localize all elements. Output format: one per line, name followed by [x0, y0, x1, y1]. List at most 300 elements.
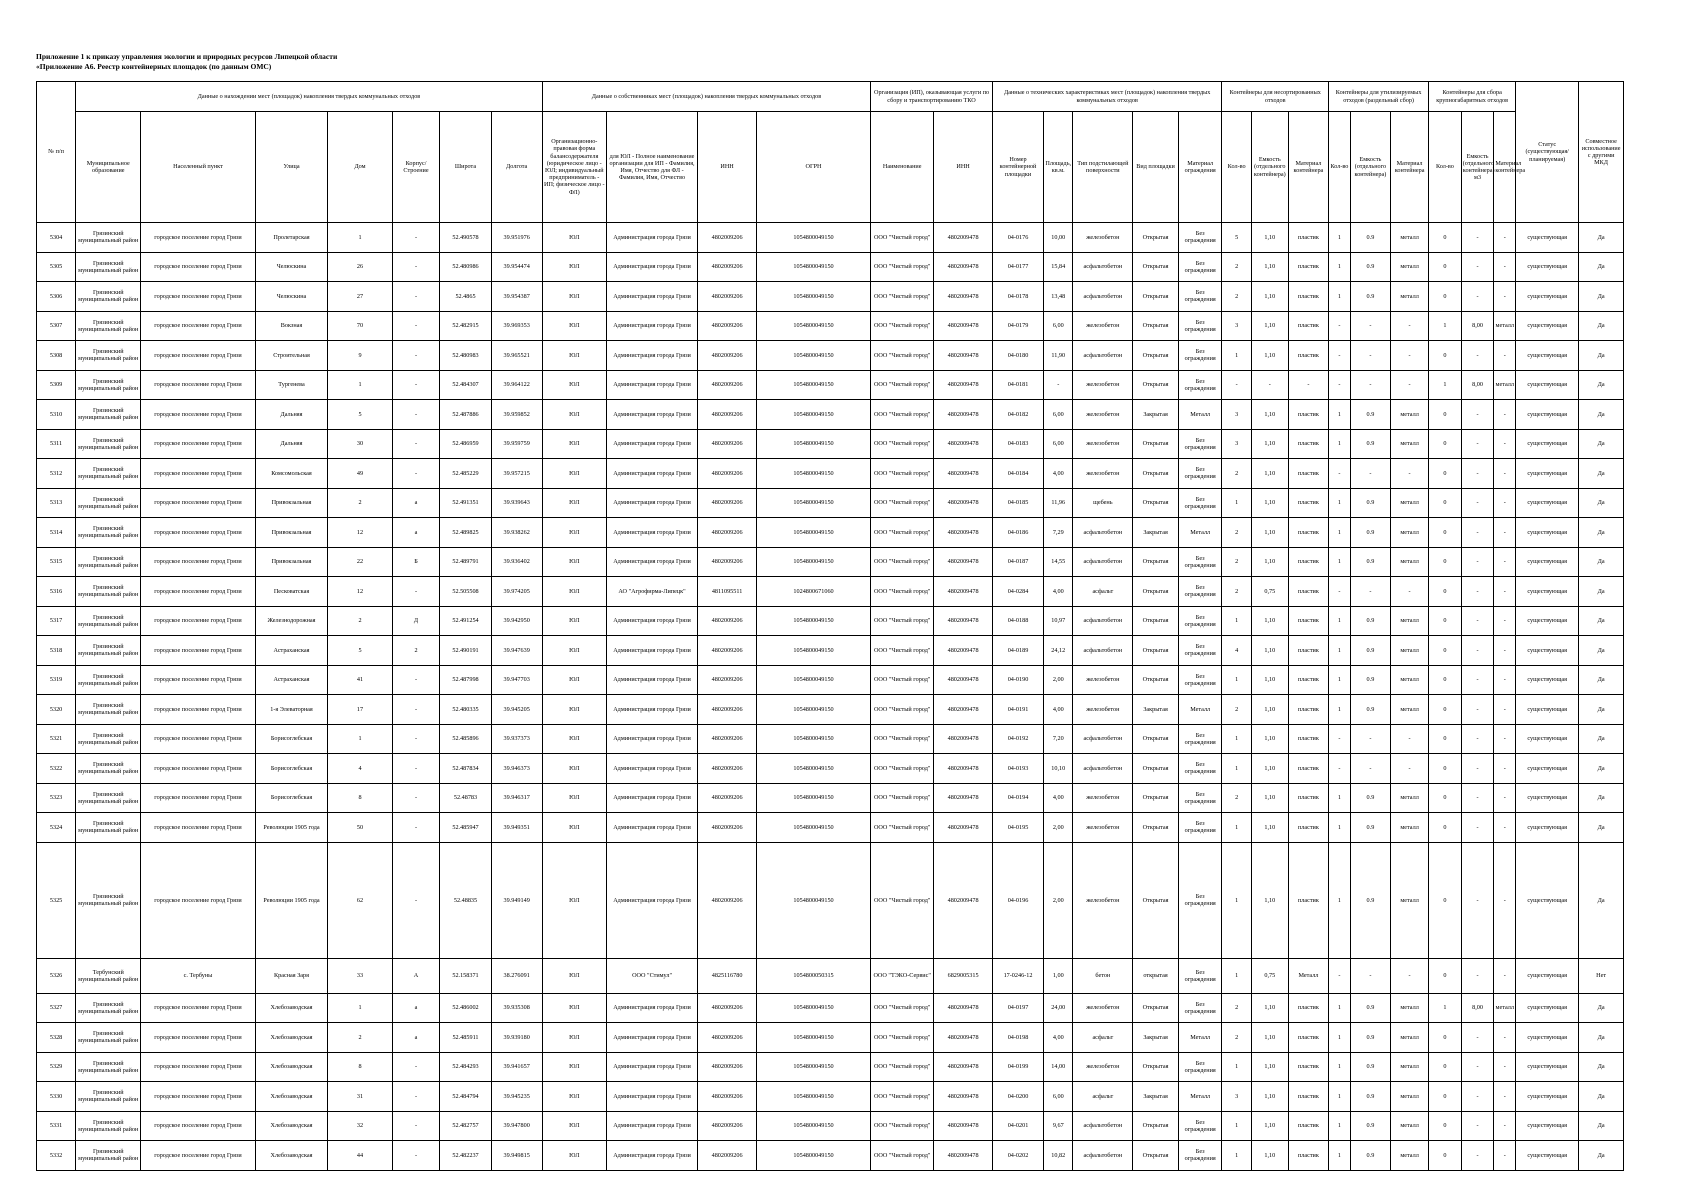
cell-bulky-volume: 8,00	[1461, 370, 1494, 400]
cell-surface: железобетон	[1073, 370, 1133, 400]
cell-settlement: городское поселение город Грязи	[141, 1082, 255, 1112]
cell-status: существующая	[1516, 488, 1579, 518]
cell-owner-ogrn: 1054800049150	[756, 252, 870, 282]
cell-latitude: 52.491351	[440, 488, 491, 518]
cell-legal-form: ЮЛ	[542, 1082, 606, 1112]
cell-owner-inn: 4825116780	[698, 958, 757, 993]
cell-fence: Без ограждения	[1178, 252, 1222, 282]
cell-status: существующая	[1516, 1082, 1579, 1112]
cell-house: 5	[328, 636, 392, 666]
cell-mixed-count: 3	[1222, 429, 1251, 459]
cell-municipality: Грязинский муниципальный район	[76, 1023, 141, 1053]
cell-latitude: 52.480986	[440, 252, 491, 282]
cell-surface: асфальт	[1073, 1023, 1133, 1053]
cell-area: 4,00	[1044, 1023, 1073, 1053]
cell-shared-use: Да	[1579, 636, 1624, 666]
cell-legal-form: ЮЛ	[542, 577, 606, 607]
cell-bulky-count: 0	[1429, 282, 1462, 312]
cell-municipality: Грязинский муниципальный район	[76, 695, 141, 725]
cell-owner-inn: 4802009206	[698, 842, 757, 958]
cell-longitude: 39.946317	[491, 783, 542, 813]
col-status: Статус (существующая/планируемая)	[1516, 82, 1579, 223]
cell-shared-use: Да	[1579, 429, 1624, 459]
cell-site-type: Открытая	[1133, 341, 1179, 371]
cell-bulky-volume: -	[1461, 1111, 1494, 1141]
table-row	[37, 1141, 1624, 1171]
cell-bulky-volume: -	[1461, 429, 1494, 459]
cell-owner-name: Администрация города Грязи	[606, 1023, 697, 1053]
cell-separate-count: 1	[1329, 282, 1351, 312]
cell-settlement: городское поселение город Грязи	[141, 1111, 255, 1141]
cell-owner-name: Администрация города Грязи	[606, 1111, 697, 1141]
cell-legal-form: ЮЛ	[542, 223, 606, 253]
cell-site-type: Открытая	[1133, 813, 1179, 843]
cell-site-number: 04-0187	[992, 547, 1043, 577]
cell-area: 24,00	[1044, 993, 1073, 1023]
cell-settlement: городское поселение город Грязи	[141, 547, 255, 577]
cell-owner-name: Администрация города Грязи	[606, 488, 697, 518]
cell-site-number: 04-0193	[992, 754, 1043, 784]
cell-street: Привокзальная	[255, 518, 328, 548]
cell-area: 14,00	[1044, 1052, 1073, 1082]
table-row	[37, 282, 1624, 312]
cell-fence: Без ограждения	[1178, 577, 1222, 607]
cell-number: 5304	[37, 223, 76, 253]
cell-owner-ogrn: 1054800049150	[756, 695, 870, 725]
cell-bulky-volume: -	[1461, 606, 1494, 636]
cell-house: 1	[328, 370, 392, 400]
col-collector-inn: ИНН	[934, 112, 993, 223]
col-latitude: Широта	[440, 112, 491, 223]
cell-fence: Без ограждения	[1178, 311, 1222, 341]
cell-owner-inn: 4802009206	[698, 311, 757, 341]
cell-house: 1	[328, 724, 392, 754]
cell-longitude: 39.959852	[491, 400, 542, 430]
cell-owner-inn: 4802009206	[698, 754, 757, 784]
col-area: Площадь, кв.м.	[1044, 112, 1073, 223]
cell-street: Хлебозаводская	[255, 1111, 328, 1141]
cell-street: Дальняя	[255, 400, 328, 430]
cell-number: 5305	[37, 252, 76, 282]
cell-site-number: 04-0179	[992, 311, 1043, 341]
cell-site-type: Открытая	[1133, 1052, 1179, 1082]
cell-bulky-material: -	[1494, 1052, 1516, 1082]
cell-fence: Металл	[1178, 1082, 1222, 1112]
cell-street: Астраханская	[255, 665, 328, 695]
cell-street: Челюскина	[255, 282, 328, 312]
cell-latitude: 52.484794	[440, 1082, 491, 1112]
cell-fence: Без ограждения	[1178, 606, 1222, 636]
cell-mixed-material: пластик	[1288, 695, 1328, 725]
cell-bulky-count: 0	[1429, 1111, 1462, 1141]
cell-separate-material: металл	[1391, 842, 1429, 958]
cell-number: 5318	[37, 636, 76, 666]
cell-mixed-count: 3	[1222, 311, 1251, 341]
cell-mixed-material: пластик	[1288, 459, 1328, 489]
cell-bulky-material: -	[1494, 813, 1516, 843]
cell-status: существующая	[1516, 429, 1579, 459]
cell-bulky-count: 0	[1429, 429, 1462, 459]
cell-bulky-count: 0	[1429, 1082, 1462, 1112]
cell-owner-ogrn: 1054800049150	[756, 1082, 870, 1112]
cell-fence: Без ограждения	[1178, 429, 1222, 459]
cell-area: 10,97	[1044, 606, 1073, 636]
cell-longitude: 39.946373	[491, 754, 542, 784]
cell-legal-form: ЮЛ	[542, 282, 606, 312]
cell-municipality: Грязинский муниципальный район	[76, 1082, 141, 1112]
cell-collector-name: ООО "Чистый город"	[871, 518, 934, 548]
cell-status: существующая	[1516, 993, 1579, 1023]
cell-surface: железобетон	[1073, 223, 1133, 253]
cell-municipality: Грязинский муниципальный район	[76, 724, 141, 754]
cell-status: существующая	[1516, 958, 1579, 993]
cell-settlement: городское поселение город Грязи	[141, 429, 255, 459]
cell-fence: Без ограждения	[1178, 341, 1222, 371]
cell-owner-name: Администрация города Грязи	[606, 223, 697, 253]
cell-shared-use: Нет	[1579, 958, 1624, 993]
cell-latitude: 52.48783	[440, 783, 491, 813]
cell-separate-volume: 0.9	[1350, 1052, 1390, 1082]
cell-longitude: 38.276091	[491, 958, 542, 993]
cell-shared-use: Да	[1579, 665, 1624, 695]
cell-number: 5323	[37, 783, 76, 813]
cell-separate-volume: 0.9	[1350, 400, 1390, 430]
cell-legal-form: ЮЛ	[542, 370, 606, 400]
cell-longitude: 39.954387	[491, 282, 542, 312]
cell-bulky-material: -	[1494, 1111, 1516, 1141]
cell-latitude: 52.484307	[440, 370, 491, 400]
cell-latitude: 52.480983	[440, 341, 491, 371]
cell-bulky-material: -	[1494, 518, 1516, 548]
cell-separate-material: металл	[1391, 665, 1429, 695]
cell-site-type: Открытая	[1133, 252, 1179, 282]
cell-street: Дальняя	[255, 429, 328, 459]
cell-settlement: городское поселение город Грязи	[141, 813, 255, 843]
cell-house: 17	[328, 695, 392, 725]
cell-shared-use: Да	[1579, 813, 1624, 843]
cell-mixed-material: пластик	[1288, 518, 1328, 548]
cell-settlement: с. Тербуны	[141, 958, 255, 993]
cell-mixed-material: пластик	[1288, 842, 1328, 958]
cell-mixed-material: Металл	[1288, 958, 1328, 993]
cell-separate-volume: -	[1350, 958, 1390, 993]
cell-site-type: Открытая	[1133, 754, 1179, 784]
cell-building: -	[392, 577, 440, 607]
cell-area: 4,00	[1044, 577, 1073, 607]
table-row	[37, 813, 1624, 843]
cell-mixed-count: 2	[1222, 1023, 1251, 1053]
cell-shared-use: Да	[1579, 1052, 1624, 1082]
cell-legal-form: ЮЛ	[542, 547, 606, 577]
cell-owner-name: Администрация города Грязи	[606, 754, 697, 784]
cell-separate-volume: 0.9	[1350, 1082, 1390, 1112]
table-row	[37, 724, 1624, 754]
cell-site-type: Открытая	[1133, 606, 1179, 636]
cell-area: 11,90	[1044, 341, 1073, 371]
cell-owner-name: Администрация города Грязи	[606, 370, 697, 400]
cell-mixed-volume: 1,10	[1251, 1052, 1288, 1082]
col-separate-volume: Емкость (отдельного контейнера)	[1350, 112, 1390, 223]
group-mixed-containers: Контейнеры для несортированных отходов	[1222, 82, 1329, 112]
table-row	[37, 223, 1624, 253]
cell-street: Привокзальная	[255, 547, 328, 577]
cell-legal-form: ЮЛ	[542, 518, 606, 548]
cell-site-number: 04-0188	[992, 606, 1043, 636]
cell-separate-count: 1	[1329, 813, 1351, 843]
cell-status: существующая	[1516, 783, 1579, 813]
cell-surface: железобетон	[1073, 783, 1133, 813]
cell-site-number: 04-0198	[992, 1023, 1043, 1053]
cell-bulky-volume: -	[1461, 1141, 1494, 1171]
cell-municipality: Грязинский муниципальный район	[76, 1111, 141, 1141]
cell-bulky-material: -	[1494, 606, 1516, 636]
cell-status: существующая	[1516, 341, 1579, 371]
cell-bulky-volume: -	[1461, 518, 1494, 548]
cell-bulky-volume: -	[1461, 488, 1494, 518]
cell-fence: Без ограждения	[1178, 459, 1222, 489]
cell-building: -	[392, 459, 440, 489]
cell-separate-volume: 0.9	[1350, 665, 1390, 695]
cell-building: а	[392, 488, 440, 518]
cell-house: 1	[328, 993, 392, 1023]
cell-collector-name: ООО "Чистый город"	[871, 1052, 934, 1082]
cell-status: существующая	[1516, 518, 1579, 548]
cell-separate-count: -	[1329, 754, 1351, 784]
table-row	[37, 370, 1624, 400]
cell-mixed-count: 1	[1222, 665, 1251, 695]
cell-longitude: 39.954474	[491, 252, 542, 282]
cell-status: существующая	[1516, 282, 1579, 312]
cell-mixed-volume: 1,10	[1251, 993, 1288, 1023]
cell-area: 4,00	[1044, 783, 1073, 813]
cell-number: 5313	[37, 488, 76, 518]
cell-settlement: городское поселение город Грязи	[141, 370, 255, 400]
cell-owner-inn: 4802009206	[698, 518, 757, 548]
cell-mixed-volume: 1,10	[1251, 1111, 1288, 1141]
cell-street: Хлебозаводская	[255, 1052, 328, 1082]
cell-separate-volume: 0.9	[1350, 1023, 1390, 1053]
cell-owner-inn: 4802009206	[698, 341, 757, 371]
col-separate-count: Кол-во	[1329, 112, 1351, 223]
cell-number: 5307	[37, 311, 76, 341]
cell-collector-inn: 4802009478	[934, 459, 993, 489]
cell-street: Борисоглебская	[255, 754, 328, 784]
cell-number: 5332	[37, 1141, 76, 1171]
cell-latitude: 52.487834	[440, 754, 491, 784]
cell-mixed-material: пластик	[1288, 252, 1328, 282]
cell-longitude: 39.951976	[491, 223, 542, 253]
cell-surface: асфальтобетон	[1073, 518, 1133, 548]
cell-separate-material: металл	[1391, 695, 1429, 725]
cell-building: -	[392, 1082, 440, 1112]
cell-separate-count: 1	[1329, 1023, 1351, 1053]
cell-legal-form: ЮЛ	[542, 400, 606, 430]
cell-surface: асфальтобетон	[1073, 1141, 1133, 1171]
cell-owner-inn: 4802009206	[698, 370, 757, 400]
cell-municipality: Грязинский муниципальный район	[76, 606, 141, 636]
cell-fence: Без ограждения	[1178, 1111, 1222, 1141]
cell-legal-form: ЮЛ	[542, 842, 606, 958]
cell-separate-count: 1	[1329, 488, 1351, 518]
cell-bulky-count: 0	[1429, 223, 1462, 253]
cell-latitude: 52.158371	[440, 958, 491, 993]
cell-surface: асфальтобетон	[1073, 636, 1133, 666]
cell-collector-name: ООО "ТЭКО-Сервис"	[871, 958, 934, 993]
cell-separate-count: -	[1329, 370, 1351, 400]
cell-separate-material: металл	[1391, 547, 1429, 577]
col-bulky-material: Материал контейнера	[1494, 112, 1516, 223]
col-municipality: Муниципальное образование	[76, 112, 141, 223]
table-row	[37, 783, 1624, 813]
cell-surface: железобетон	[1073, 1052, 1133, 1082]
cell-site-number: 04-0183	[992, 429, 1043, 459]
cell-status: существующая	[1516, 1023, 1579, 1053]
cell-area: 13,48	[1044, 282, 1073, 312]
cell-collector-inn: 4802009478	[934, 636, 993, 666]
cell-shared-use: Да	[1579, 518, 1624, 548]
col-site-type: Вид площадки	[1133, 112, 1179, 223]
cell-site-type: Закрытая	[1133, 695, 1179, 725]
cell-number: 5329	[37, 1052, 76, 1082]
cell-longitude: 39.949149	[491, 842, 542, 958]
cell-collector-name: ООО "Чистый город"	[871, 993, 934, 1023]
cell-owner-inn: 4802009206	[698, 488, 757, 518]
cell-bulky-count: 0	[1429, 1052, 1462, 1082]
cell-mixed-material: пластик	[1288, 223, 1328, 253]
cell-longitude: 39.947800	[491, 1111, 542, 1141]
cell-building: -	[392, 754, 440, 784]
cell-fence: Без ограждения	[1178, 1052, 1222, 1082]
cell-bulky-material: -	[1494, 459, 1516, 489]
cell-mixed-volume: 1,10	[1251, 842, 1288, 958]
cell-fence: Без ограждения	[1178, 724, 1222, 754]
cell-status: существующая	[1516, 547, 1579, 577]
cell-separate-count: 1	[1329, 665, 1351, 695]
cell-collector-name: ООО "Чистый город"	[871, 636, 934, 666]
cell-surface: асфальт	[1073, 577, 1133, 607]
cell-mixed-material: пластик	[1288, 813, 1328, 843]
cell-surface: бетон	[1073, 958, 1133, 993]
cell-owner-inn: 4802009206	[698, 459, 757, 489]
cell-separate-count: 1	[1329, 429, 1351, 459]
cell-longitude: 39.945235	[491, 1082, 542, 1112]
cell-owner-inn: 4802009206	[698, 429, 757, 459]
cell-surface: асфальтобетон	[1073, 754, 1133, 784]
cell-bulky-count: 0	[1429, 1023, 1462, 1053]
cell-surface: железобетон	[1073, 429, 1133, 459]
cell-building: -	[392, 1052, 440, 1082]
cell-bulky-volume: -	[1461, 724, 1494, 754]
cell-owner-ogrn: 1054800049150	[756, 813, 870, 843]
table-row	[37, 993, 1624, 1023]
cell-separate-volume: 0.9	[1350, 993, 1390, 1023]
cell-settlement: городское поселение город Грязи	[141, 724, 255, 754]
cell-fence: Без ограждения	[1178, 842, 1222, 958]
table-body	[37, 223, 1624, 1171]
cell-owner-inn: 4802009206	[698, 724, 757, 754]
cell-fence: Без ограждения	[1178, 282, 1222, 312]
cell-street: Хлебозаводская	[255, 1023, 328, 1053]
cell-separate-count: 1	[1329, 547, 1351, 577]
cell-mixed-material: пластик	[1288, 754, 1328, 784]
cell-separate-count: -	[1329, 577, 1351, 607]
cell-site-type: Открытая	[1133, 488, 1179, 518]
cell-legal-form: ЮЛ	[542, 1023, 606, 1053]
cell-site-type: Открытая	[1133, 577, 1179, 607]
cell-area: 6,00	[1044, 429, 1073, 459]
cell-site-type: Открытая	[1133, 370, 1179, 400]
cell-site-type: Открытая	[1133, 311, 1179, 341]
cell-bulky-count: 0	[1429, 1141, 1462, 1171]
cell-settlement: городское поселение город Грязи	[141, 488, 255, 518]
cell-house: 33	[328, 958, 392, 993]
cell-collector-inn: 4802009478	[934, 488, 993, 518]
cell-owner-name: Администрация города Грязи	[606, 341, 697, 371]
cell-owner-ogrn: 1054800049150	[756, 311, 870, 341]
cell-site-type: Открытая	[1133, 993, 1179, 1023]
cell-bulky-material: -	[1494, 842, 1516, 958]
cell-surface: асфальтобетон	[1073, 1111, 1133, 1141]
cell-site-type: Открытая	[1133, 547, 1179, 577]
cell-building: -	[392, 813, 440, 843]
cell-separate-volume: 0.9	[1350, 842, 1390, 958]
cell-number: 5316	[37, 577, 76, 607]
cell-mixed-volume: 1,10	[1251, 665, 1288, 695]
cell-status: существующая	[1516, 636, 1579, 666]
col-fence: Материал ограждения	[1178, 112, 1222, 223]
cell-building: -	[392, 282, 440, 312]
cell-collector-name: ООО "Чистый город"	[871, 400, 934, 430]
cell-owner-inn: 4802009206	[698, 783, 757, 813]
cell-mixed-volume: 0,75	[1251, 577, 1288, 607]
cell-site-number: 04-0197	[992, 993, 1043, 1023]
cell-bulky-volume: -	[1461, 783, 1494, 813]
col-site-number: Номер контейнерной площадки	[992, 112, 1043, 223]
col-house: Дом	[328, 112, 392, 223]
cell-settlement: городское поселение город Грязи	[141, 341, 255, 371]
cell-street: Строительная	[255, 341, 328, 371]
cell-house: 70	[328, 311, 392, 341]
cell-settlement: городское поселение город Грязи	[141, 783, 255, 813]
cell-area: 1,00	[1044, 958, 1073, 993]
cell-longitude: 39.949351	[491, 813, 542, 843]
cell-mixed-count: 2	[1222, 518, 1251, 548]
cell-status: существующая	[1516, 370, 1579, 400]
cell-legal-form: ЮЛ	[542, 636, 606, 666]
cell-site-number: 04-0182	[992, 400, 1043, 430]
cell-house: 49	[328, 459, 392, 489]
cell-legal-form: ЮЛ	[542, 606, 606, 636]
cell-number: 5322	[37, 754, 76, 784]
table-row	[37, 577, 1624, 607]
cell-mixed-count: 2	[1222, 695, 1251, 725]
cell-owner-name: Администрация города Грязи	[606, 636, 697, 666]
cell-building: -	[392, 341, 440, 371]
cell-area: 11,96	[1044, 488, 1073, 518]
cell-fence: Без ограждения	[1178, 223, 1222, 253]
cell-collector-inn: 4802009478	[934, 1111, 993, 1141]
cell-owner-inn: 4802009206	[698, 993, 757, 1023]
cell-mixed-material: пластик	[1288, 311, 1328, 341]
cell-latitude: 52.48835	[440, 842, 491, 958]
cell-latitude: 52.484293	[440, 1052, 491, 1082]
cell-collector-name: ООО "Чистый город"	[871, 429, 934, 459]
cell-area: 9,67	[1044, 1111, 1073, 1141]
cell-number: 5327	[37, 993, 76, 1023]
cell-longitude: 39.959759	[491, 429, 542, 459]
cell-bulky-volume: -	[1461, 252, 1494, 282]
cell-owner-name: Администрация города Грязи	[606, 282, 697, 312]
